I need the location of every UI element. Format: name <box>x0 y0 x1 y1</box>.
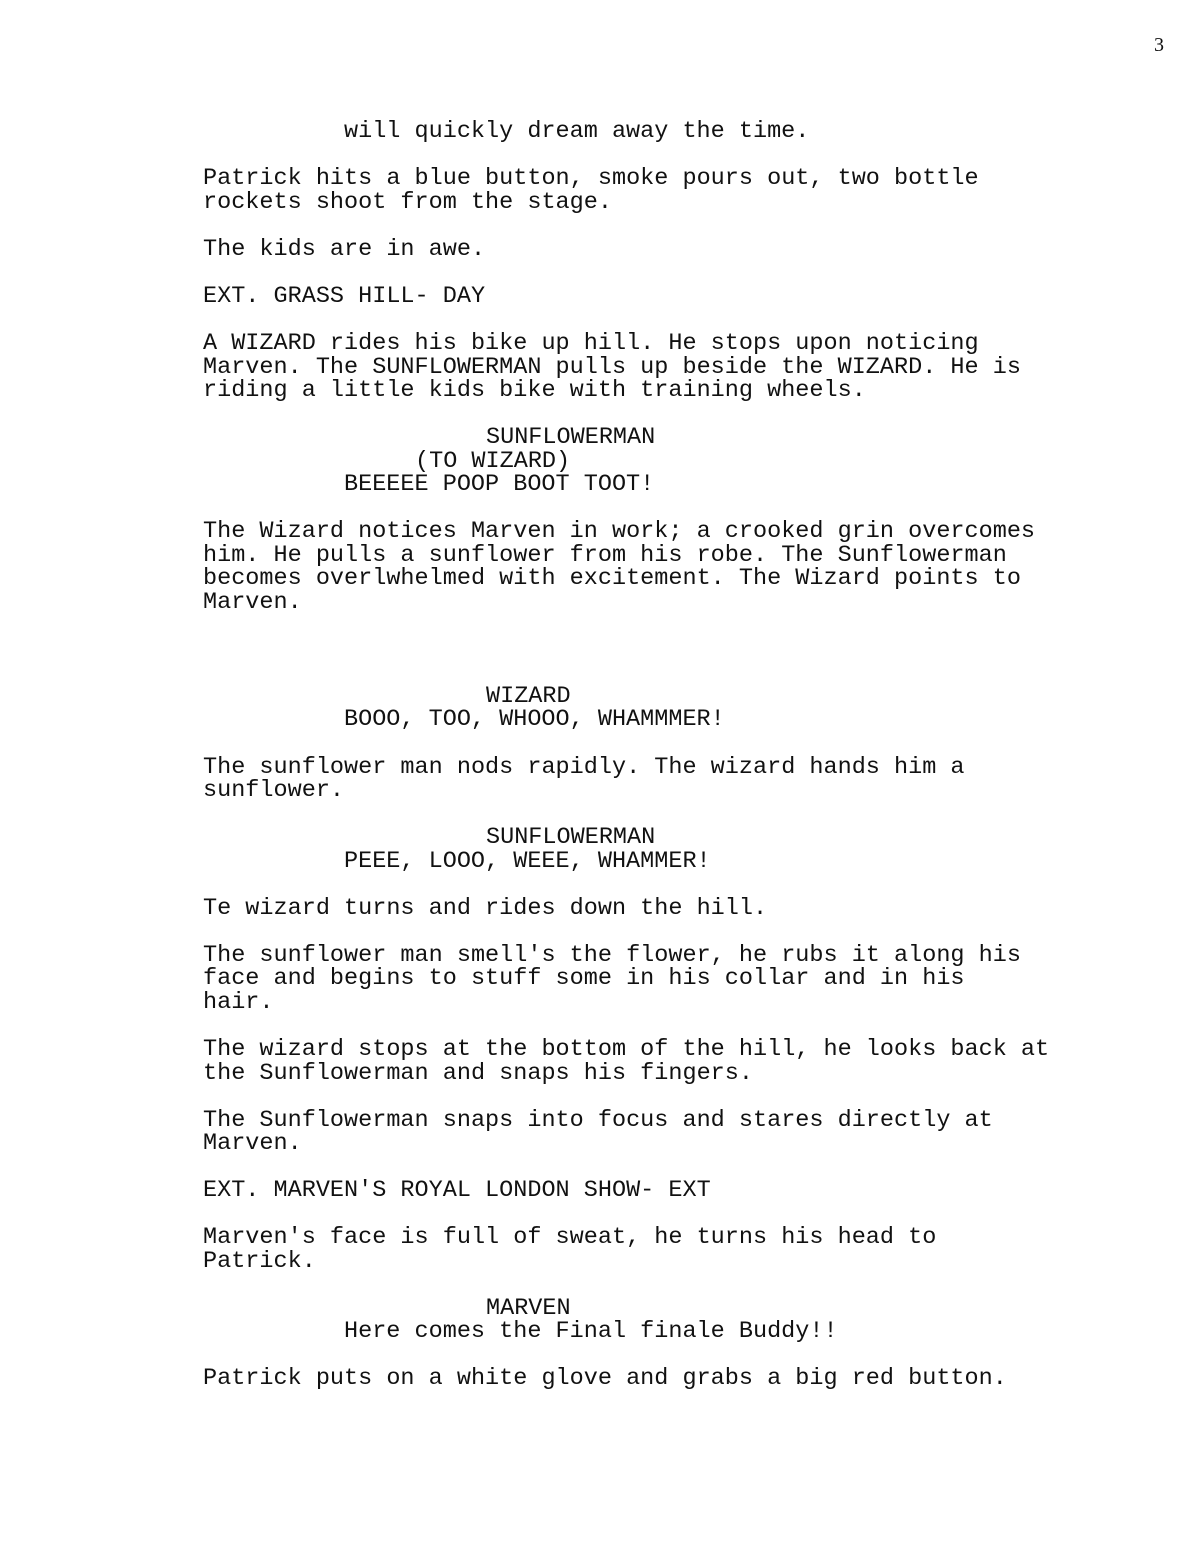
action-line: him. He pulls a sunflower from his robe. The Sunflowerman <box>203 542 1007 569</box>
action-line: Patrick. <box>203 1248 316 1275</box>
action-line: Marven's face is full of sweat, he turns his head to <box>203 1224 937 1251</box>
action-line: Te wizard turns and rides down the hill. <box>203 895 768 922</box>
action-line: rockets shoot from the stage. <box>203 189 612 216</box>
dialogue-line: PEEE, LOOO, WEEE, WHAMMER! <box>344 848 711 875</box>
action-line: hair. <box>203 989 274 1016</box>
dialogue-line: Here comes the Final finale Buddy!! <box>344 1318 838 1345</box>
character-name: SUNFLOWERMAN <box>486 424 656 451</box>
page-number: 3 <box>1154 34 1164 56</box>
action-line: The Wizard notices Marven in work; a crooked grin overcomes <box>203 518 1036 545</box>
action-line: Patrick hits a blue button, smoke pours out, two bottle <box>203 165 979 192</box>
action-line: Marven. <box>203 589 302 616</box>
dialogue-line: BOOO, TOO, WHOOO, WHAMMMER! <box>344 706 725 733</box>
action-line: the Sunflowerman and snaps his fingers. <box>203 1060 753 1087</box>
action-line: The sunflower man smell's the flower, he rubs it along his <box>203 942 1021 969</box>
action-line: The wizard stops at the bottom of the hill, he looks back at <box>203 1036 1050 1063</box>
scene-heading: EXT. MARVEN'S ROYAL LONDON SHOW- EXT <box>203 1177 711 1204</box>
action-line: Marven. <box>203 1130 302 1157</box>
dialogue-line: BEEEEE POOP BOOT TOOT! <box>344 471 655 498</box>
action-line: becomes overlwhelmed with excitement. The Wizard points to <box>203 565 1021 592</box>
dialogue-line: will quickly dream away the time. <box>344 118 810 145</box>
character-name: MARVEN <box>486 1295 571 1322</box>
action-line: Marven. The SUNFLOWERMAN pulls up beside the WIZARD. He is <box>203 354 1021 381</box>
scene-heading: EXT. GRASS HILL- DAY <box>203 283 486 310</box>
action-line: The sunflower man nods rapidly. The wizard hands him a <box>203 754 965 781</box>
action-line: The kids are in awe. <box>203 236 486 263</box>
action-line: riding a little kids bike with training wheels. <box>203 377 866 404</box>
action-line: The Sunflowerman snaps into focus and stares directly at <box>203 1107 993 1134</box>
action-line: face and begins to stuff some in his collar and in his <box>203 965 965 992</box>
character-name: SUNFLOWERMAN <box>486 824 656 851</box>
character-name: WIZARD <box>486 683 571 710</box>
action-line: Patrick puts on a white glove and grabs a big red button. <box>203 1365 1007 1392</box>
action-line: sunflower. <box>203 777 345 804</box>
action-line: A WIZARD rides his bike up hill. He stops upon noticing <box>203 330 979 357</box>
parenthetical: (TO WIZARD) <box>415 448 571 475</box>
